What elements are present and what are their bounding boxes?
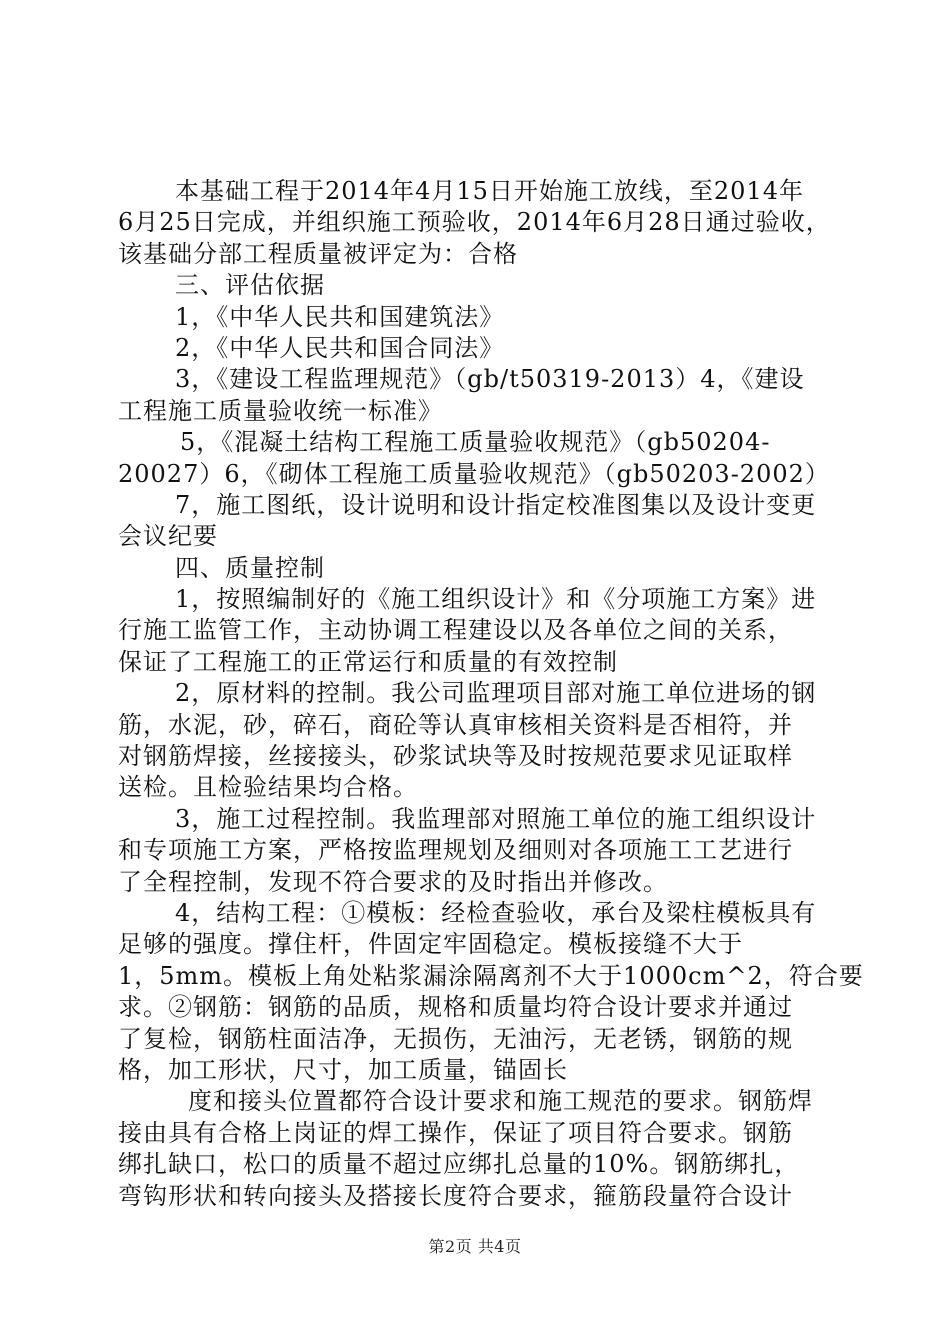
- list-item: 3，《建设工程监理规范》（gb/t50319-2013）4，《建设: [175, 365, 805, 394]
- paragraph-line: 筋，水泥，砂，碎石，商砼等认真审核相关资料是否相符，并: [118, 710, 793, 739]
- paragraph-line: 2，原材料的控制。我公司监理项目部对施工单位进场的钢: [175, 679, 817, 708]
- paragraph-line: 度和接头位置都符合设计要求和施工规范的要求。钢筋焊: [188, 1087, 813, 1116]
- page-number: 第2页 共4页: [428, 1237, 522, 1256]
- list-item-continuation: 工程施工质量验收统一标准》: [118, 396, 443, 425]
- paragraph-line: 1，5mm。模板上角处粘浆漏涂隔离剂不大于1000cm^2，符合要: [118, 961, 864, 990]
- document-body: [118, 176, 864, 1212]
- paragraph-line: 保证了工程施工的正常运行和质量的有效控制: [118, 647, 618, 676]
- paragraph-line: 6月25日完成，并组织施工预验收，2014年6月28日通过验收，: [118, 208, 831, 237]
- list-item: 7，施工图纸，设计说明和设计指定校准图集以及设计变更: [175, 490, 817, 519]
- paragraph-line: 足够的强度。撑住杆，件固定牢固稳定。模板接缝不大于: [118, 930, 743, 959]
- paragraph-line: 绑扎缺口，松口的质量不超过应绑扎总量的10%。钢筋绑扎，: [118, 1150, 800, 1179]
- section-heading: 三、评估依据: [175, 271, 325, 300]
- paragraph-line: 接由具有合格上岗证的焊工操作，保证了项目符合要求。钢筋: [118, 1118, 793, 1147]
- section-heading: 四、质量控制: [175, 553, 325, 582]
- paragraph-line: 和专项施工方案，严格按监理规划及细则对各项施工工艺进行: [118, 836, 793, 865]
- paragraph-line: 对钢筋焊接，丝接接头，砂浆试块等及时按规范要求见证取样: [118, 742, 793, 771]
- paragraph-line: 4，结构工程：①模板：经检查验收，承台及梁柱模板具有: [175, 898, 817, 927]
- list-item: 5，《混凝土结构工程施工质量验收规范》（gb50204-: [180, 428, 771, 457]
- paragraph-line: 了复检，钢筋柱面洁净，无损伤，无油污，无老锈，钢筋的规: [118, 1024, 793, 1053]
- paragraph-line: 1，按照编制好的《施工组织设计》和《分项施工方案》进: [175, 585, 817, 614]
- list-item-continuation: 会议纪要: [118, 522, 218, 551]
- paragraph-line: 3，施工过程控制。我监理部对照施工单位的施工组织设计: [175, 804, 817, 833]
- list-item: 1，《中华人民共和国建筑法》: [175, 302, 505, 331]
- paragraph-line: 行施工监管工作，主动协调工程建设以及各单位之间的关系，: [118, 616, 793, 645]
- paragraph-line: 了全程控制，发现不符合要求的及时指出并修改。: [118, 867, 668, 896]
- paragraph-line: 弯钩形状和转向接头及搭接长度符合要求，箍筋段量符合设计: [118, 1181, 793, 1210]
- list-item-continuation: 20027）6，《砌体工程施工质量验收规范》（gb50203-2002）: [118, 459, 830, 488]
- list-item: 2，《中华人民共和国合同法》: [175, 333, 505, 362]
- paragraph-line: 格，加工形状，尺寸，加工质量，锚固长: [118, 1055, 568, 1084]
- paragraph-line: 求。②钢筋：钢筋的品质，规格和质量均符合设计要求并通过: [118, 993, 793, 1022]
- paragraph-line: 本基础工程于2014年4月15日开始施工放线，至2014年: [175, 177, 804, 205]
- page-footer: [0, 1234, 950, 1257]
- paragraph-line: 该基础分部工程质量被评定为：合格: [118, 239, 518, 268]
- paragraph-line: 送检。且检验结果均合格。: [118, 773, 418, 802]
